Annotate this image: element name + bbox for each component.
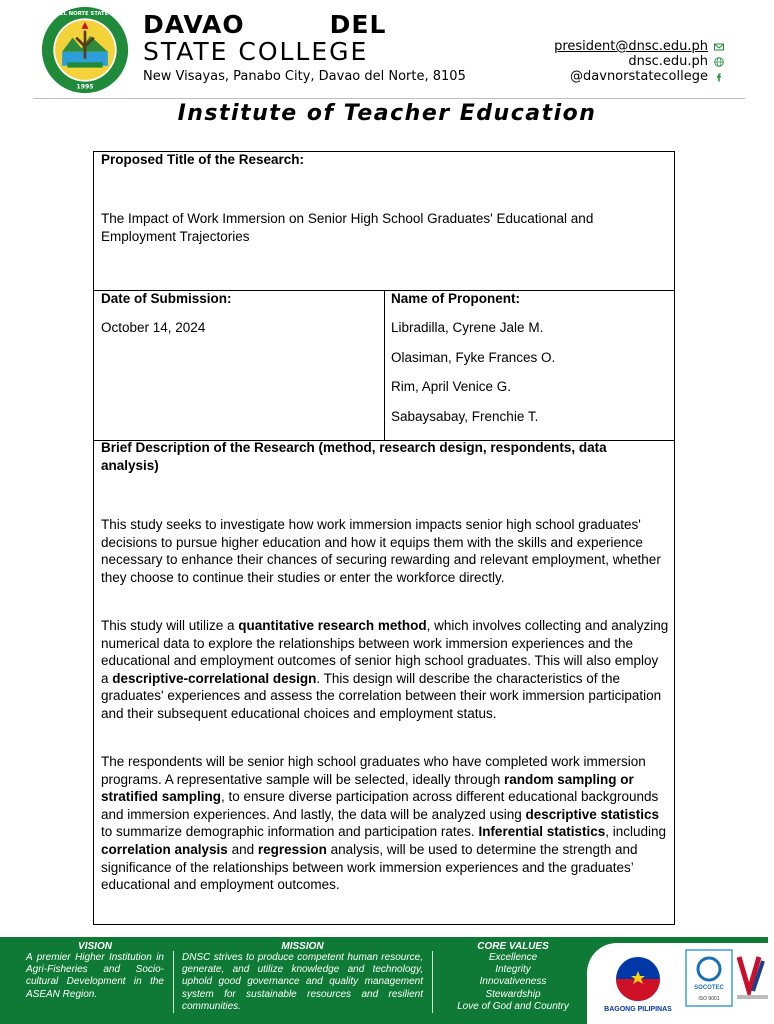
footer-divider xyxy=(173,951,174,1013)
college-name-word1: DAVAO xyxy=(143,10,245,39)
text-run: analysis, will be used to determine the strength and significance of the relationships between work immersion experiences and the graduates’ educational and employment outcomes. xyxy=(101,841,638,893)
description-label: Brief Description of the Research (method, research design, respondents, data analysis) xyxy=(101,440,607,473)
proponent-item: Olasiman, Fyke Frances O. xyxy=(391,350,556,365)
bagong-pilipinas-logo xyxy=(599,951,677,1013)
mail-icon xyxy=(714,42,724,52)
institute-title: Institute of Teacher Education xyxy=(177,101,597,126)
core-value-item: Love of God and Country xyxy=(457,1000,569,1012)
college-address: New Visayas, Panabo City, Davao del Norte, 8105 xyxy=(143,69,466,84)
mission-block xyxy=(182,941,423,1013)
socotec-iso-logo xyxy=(685,949,733,1007)
description-paragraph-1: This study seeks to investigate how work immersion impacts senior high school graduates' decisions to pursue higher education and how it equips them with the skills and experience necessary to enhance their chances of securing rewarding and relevant employment, whether they choose to continue their studies or enter the workforce directly. xyxy=(101,517,661,585)
proponent-item: Rim, April Venice G. xyxy=(391,379,512,394)
college-name-word2: DEL xyxy=(329,10,387,39)
proponent-item: Libradilla, Cyrene Jale M. xyxy=(391,320,544,335)
column-divider xyxy=(384,291,385,440)
college-name-line2: STATE COLLEGE xyxy=(143,37,369,66)
vision-title: VISION xyxy=(78,941,112,952)
facebook-icon xyxy=(714,72,724,82)
proponent-item: Sabaysabay, Frenchie T. xyxy=(391,409,539,424)
core-values-block xyxy=(443,941,583,1013)
core-value-item: Excellence xyxy=(488,952,538,963)
iso-text: ISO 9001 xyxy=(698,996,720,1002)
description-section xyxy=(94,441,674,925)
emphasized-term: Inferential statistics xyxy=(478,824,606,840)
socotec-text: SOCOTEC xyxy=(694,985,724,991)
contact-info xyxy=(554,39,724,84)
footer-divider xyxy=(432,951,433,1013)
certification-logos xyxy=(587,943,768,1024)
college-seal-logo xyxy=(33,6,137,94)
social-link[interactable]: @davnorstatecollege xyxy=(570,69,708,84)
college-name xyxy=(143,12,386,38)
text-run: . This design will describe the characteristics of the graduates' experiences and assess the correlation between their work immersion participation and their subsequent educational choices and employment status. xyxy=(101,670,662,721)
date-label: Date of Submission: xyxy=(101,291,232,306)
website-link[interactable]: dnsc.edu.ph xyxy=(628,54,708,69)
research-proposal-form xyxy=(93,151,675,925)
text-run: to summarize demographic information and participation rates. xyxy=(101,824,479,840)
text-run: This study will utilize a xyxy=(101,618,239,633)
emphasized-term: correlation analysis xyxy=(101,841,228,857)
proponent-label: Name of Proponent: xyxy=(391,291,521,306)
bagong-pilipinas-text: BAGONG PILIPINAS xyxy=(604,1006,672,1013)
vision-text: A premier Higher Institution in Agri-Fisheries and Socio-cultural Development in the ASEAN Region. xyxy=(26,952,164,1000)
description-paragraph-3 xyxy=(101,753,669,894)
seal-lettering: DAVAO DEL NORTE STATE COLLEGE xyxy=(33,10,137,17)
text-run: , including xyxy=(605,824,667,840)
core-value-item: Stewardship xyxy=(485,988,541,1000)
email-link[interactable]: president@dnsc.edu.ph xyxy=(554,39,708,54)
text-run: , which involves collecting and analyzing numerical data to explore the relationships between work immersion experiences and the educational and employment outcomes of senior high school graduates. This will also employ a xyxy=(101,618,669,686)
core-value-item: Innovativeness xyxy=(479,976,547,988)
text-run: and xyxy=(227,841,258,857)
accreditation-logo xyxy=(737,951,768,1007)
emphasized-term: descriptive-correlational design xyxy=(112,670,317,686)
title-section xyxy=(94,152,674,291)
footer-banner xyxy=(0,937,768,1024)
emphasized-term: regression xyxy=(257,841,327,857)
title-value: The Impact of Work Immersion on Senior High School Graduates' Educational and Employment Trajectories xyxy=(101,211,594,244)
mission-title: MISSION xyxy=(281,941,324,952)
mission-text: DNSC strives to produce competent human resource, generate, and utilize knowledge and technology, uphold good governance and quality management system for sustainable resources and resilient communities. xyxy=(182,952,423,1012)
header-divider xyxy=(33,98,745,99)
vision-block xyxy=(26,941,164,1001)
globe-icon xyxy=(714,57,724,67)
submission-proponent-section xyxy=(94,291,674,441)
date-value: October 14, 2024 xyxy=(101,320,206,335)
emphasized-term: random sampling or stratified sampling xyxy=(101,771,634,805)
seal-year: 1995 xyxy=(76,83,94,91)
description-paragraph-2 xyxy=(101,617,669,723)
text-run: , to ensure diverse participation across different educational backgrounds and immersion experiences. And lastly, the data will be analyzed using xyxy=(101,789,659,822)
emphasized-term: descriptive statistics xyxy=(525,806,660,822)
core-value-item: Integrity xyxy=(495,964,531,976)
core-values-title: CORE VALUES xyxy=(477,941,549,952)
emphasized-term: quantitative research method xyxy=(238,618,427,633)
text-run: The respondents will be senior high school graduates who have completed work immersion programs. A representative sample will be selected, ideally through xyxy=(101,754,646,787)
title-label: Proposed Title of the Research: xyxy=(101,152,305,167)
